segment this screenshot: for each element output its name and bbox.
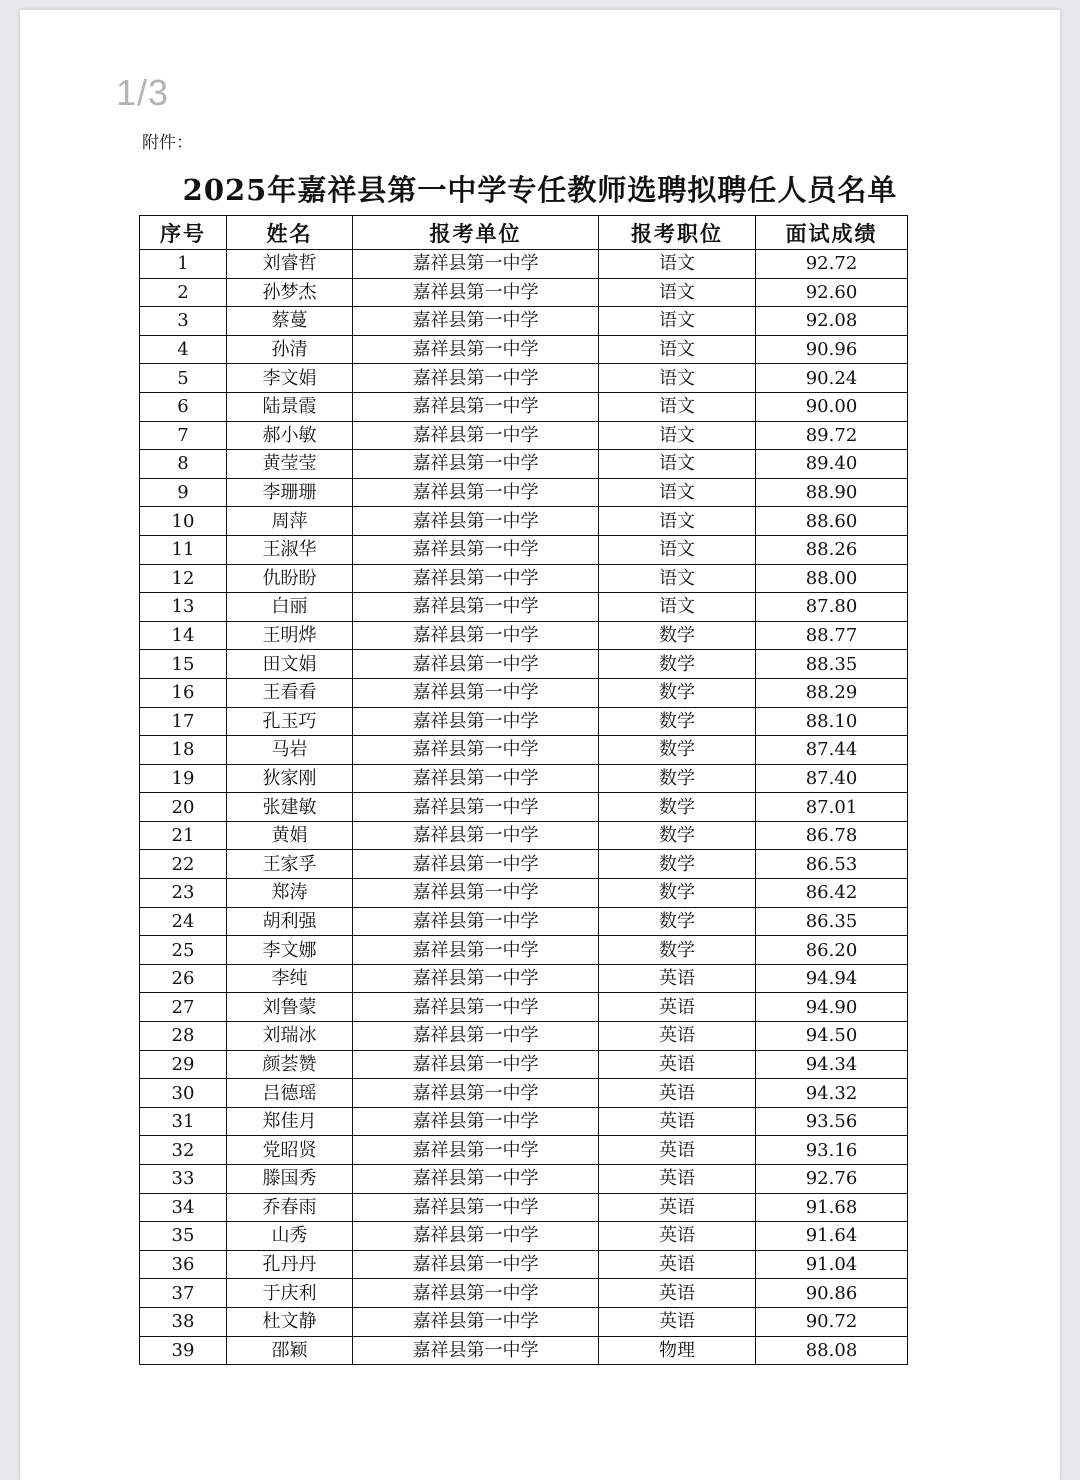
cell-unit: 嘉祥县第一中学 bbox=[353, 278, 599, 307]
cell-score: 89.40 bbox=[756, 450, 908, 479]
cell-unit: 嘉祥县第一中学 bbox=[353, 678, 599, 707]
cell-score: 92.76 bbox=[756, 1165, 908, 1194]
table-row bbox=[140, 936, 908, 965]
cell-seq: 34 bbox=[140, 1193, 227, 1222]
cell-seq: 24 bbox=[140, 907, 227, 936]
cell-seq: 15 bbox=[140, 650, 227, 679]
table-row bbox=[140, 1079, 908, 1108]
cell-name: 狄家刚 bbox=[227, 764, 353, 793]
cell-seq: 38 bbox=[140, 1307, 227, 1336]
cell-score: 90.72 bbox=[756, 1307, 908, 1336]
cell-score: 93.16 bbox=[756, 1136, 908, 1165]
cell-unit: 嘉祥县第一中学 bbox=[353, 764, 599, 793]
cell-seq: 16 bbox=[140, 678, 227, 707]
cell-position: 数学 bbox=[599, 936, 756, 965]
cell-score: 92.60 bbox=[756, 278, 908, 307]
cell-score: 94.90 bbox=[756, 993, 908, 1022]
cell-name: 李纯 bbox=[227, 964, 353, 993]
table-row bbox=[140, 821, 908, 850]
cell-seq: 36 bbox=[140, 1250, 227, 1279]
cell-score: 90.00 bbox=[756, 392, 908, 421]
cell-name: 郑涛 bbox=[227, 879, 353, 908]
table-row bbox=[140, 678, 908, 707]
cell-name: 李文娜 bbox=[227, 936, 353, 965]
cell-seq: 3 bbox=[140, 307, 227, 336]
cell-position: 数学 bbox=[599, 764, 756, 793]
table-row bbox=[140, 964, 908, 993]
cell-position: 英语 bbox=[599, 1079, 756, 1108]
table-row bbox=[140, 764, 908, 793]
table-row bbox=[140, 707, 908, 736]
cell-name: 乔春雨 bbox=[227, 1193, 353, 1222]
cell-unit: 嘉祥县第一中学 bbox=[353, 507, 599, 536]
cell-unit: 嘉祥县第一中学 bbox=[353, 1079, 599, 1108]
cell-score: 91.04 bbox=[756, 1250, 908, 1279]
table-row bbox=[140, 1250, 908, 1279]
cell-name: 邵颖 bbox=[227, 1336, 353, 1365]
cell-name: 王明烨 bbox=[227, 621, 353, 650]
cell-name: 孙梦杰 bbox=[227, 278, 353, 307]
table-row bbox=[140, 364, 908, 393]
cell-unit: 嘉祥县第一中学 bbox=[353, 707, 599, 736]
table-row bbox=[140, 793, 908, 822]
cell-unit: 嘉祥县第一中学 bbox=[353, 936, 599, 965]
cell-name: 刘睿哲 bbox=[227, 250, 353, 279]
cell-unit: 嘉祥县第一中学 bbox=[353, 1250, 599, 1279]
cell-unit: 嘉祥县第一中学 bbox=[353, 450, 599, 479]
cell-position: 英语 bbox=[599, 1107, 756, 1136]
cell-seq: 33 bbox=[140, 1165, 227, 1194]
cell-position: 语文 bbox=[599, 392, 756, 421]
cell-score: 86.35 bbox=[756, 907, 908, 936]
table-row bbox=[140, 850, 908, 879]
table-row bbox=[140, 1279, 908, 1308]
cell-position: 语文 bbox=[599, 593, 756, 622]
cell-seq: 37 bbox=[140, 1279, 227, 1308]
cell-position: 语文 bbox=[599, 478, 756, 507]
table-row bbox=[140, 650, 908, 679]
cell-name: 刘瑞冰 bbox=[227, 1022, 353, 1051]
cell-position: 数学 bbox=[599, 821, 756, 850]
cell-name: 王淑华 bbox=[227, 535, 353, 564]
cell-score: 93.56 bbox=[756, 1107, 908, 1136]
cell-seq: 35 bbox=[140, 1222, 227, 1251]
cell-unit: 嘉祥县第一中学 bbox=[353, 1050, 599, 1079]
cell-seq: 10 bbox=[140, 507, 227, 536]
cell-unit: 嘉祥县第一中学 bbox=[353, 307, 599, 336]
table-row bbox=[140, 621, 908, 650]
cell-seq: 7 bbox=[140, 421, 227, 450]
cell-seq: 30 bbox=[140, 1079, 227, 1108]
cell-name: 郑佳月 bbox=[227, 1107, 353, 1136]
cell-position: 英语 bbox=[599, 1136, 756, 1165]
cell-seq: 1 bbox=[140, 250, 227, 279]
cell-score: 87.44 bbox=[756, 736, 908, 765]
cell-name: 陆景霞 bbox=[227, 392, 353, 421]
cell-position: 数学 bbox=[599, 707, 756, 736]
cell-unit: 嘉祥县第一中学 bbox=[353, 1165, 599, 1194]
cell-score: 88.08 bbox=[756, 1336, 908, 1365]
cell-position: 英语 bbox=[599, 1307, 756, 1336]
cell-position: 英语 bbox=[599, 1022, 756, 1051]
table-row bbox=[140, 993, 908, 1022]
cell-seq: 19 bbox=[140, 764, 227, 793]
cell-name: 白丽 bbox=[227, 593, 353, 622]
cell-position: 物理 bbox=[599, 1336, 756, 1365]
table-row bbox=[140, 1193, 908, 1222]
cell-score: 91.64 bbox=[756, 1222, 908, 1251]
table-row bbox=[140, 392, 908, 421]
cell-unit: 嘉祥县第一中学 bbox=[353, 821, 599, 850]
table-row bbox=[140, 1136, 908, 1165]
cell-position: 英语 bbox=[599, 1193, 756, 1222]
cell-seq: 8 bbox=[140, 450, 227, 479]
table-row bbox=[140, 1336, 908, 1365]
table-row bbox=[140, 1107, 908, 1136]
cell-unit: 嘉祥县第一中学 bbox=[353, 1307, 599, 1336]
cell-score: 86.78 bbox=[756, 821, 908, 850]
table-row bbox=[140, 1307, 908, 1336]
cell-name: 王看看 bbox=[227, 678, 353, 707]
cell-score: 89.72 bbox=[756, 421, 908, 450]
cell-score: 94.32 bbox=[756, 1079, 908, 1108]
cell-unit: 嘉祥县第一中学 bbox=[353, 879, 599, 908]
cell-score: 94.94 bbox=[756, 964, 908, 993]
table-row bbox=[140, 564, 908, 593]
attachment-label: 附件： bbox=[142, 133, 193, 153]
table-row bbox=[140, 335, 908, 364]
cell-score: 86.20 bbox=[756, 936, 908, 965]
cell-position: 语文 bbox=[599, 535, 756, 564]
cell-name: 李珊珊 bbox=[227, 478, 353, 507]
cell-position: 语文 bbox=[599, 364, 756, 393]
cell-position: 语文 bbox=[599, 250, 756, 279]
cell-unit: 嘉祥县第一中学 bbox=[353, 736, 599, 765]
cell-score: 90.86 bbox=[756, 1279, 908, 1308]
cell-unit: 嘉祥县第一中学 bbox=[353, 1336, 599, 1365]
cell-unit: 嘉祥县第一中学 bbox=[353, 535, 599, 564]
header-seq: 序号 bbox=[140, 216, 227, 250]
cell-name: 周萍 bbox=[227, 507, 353, 536]
cell-score: 87.40 bbox=[756, 764, 908, 793]
cell-unit: 嘉祥县第一中学 bbox=[353, 964, 599, 993]
cell-seq: 31 bbox=[140, 1107, 227, 1136]
cell-score: 88.60 bbox=[756, 507, 908, 536]
cell-seq: 12 bbox=[140, 564, 227, 593]
cell-unit: 嘉祥县第一中学 bbox=[353, 650, 599, 679]
cell-seq: 9 bbox=[140, 478, 227, 507]
cell-position: 语文 bbox=[599, 335, 756, 364]
cell-unit: 嘉祥县第一中学 bbox=[353, 1136, 599, 1165]
header-name: 姓名 bbox=[227, 216, 353, 250]
table-row bbox=[140, 907, 908, 936]
cell-position: 语文 bbox=[599, 307, 756, 336]
cell-score: 86.53 bbox=[756, 850, 908, 879]
cell-unit: 嘉祥县第一中学 bbox=[353, 993, 599, 1022]
document-page bbox=[20, 10, 1060, 1480]
cell-score: 94.34 bbox=[756, 1050, 908, 1079]
cell-seq: 14 bbox=[140, 621, 227, 650]
cell-position: 数学 bbox=[599, 736, 756, 765]
cell-position: 英语 bbox=[599, 1165, 756, 1194]
cell-unit: 嘉祥县第一中学 bbox=[353, 364, 599, 393]
cell-score: 88.90 bbox=[756, 478, 908, 507]
cell-seq: 29 bbox=[140, 1050, 227, 1079]
table-row bbox=[140, 1022, 908, 1051]
cell-seq: 22 bbox=[140, 850, 227, 879]
cell-seq: 21 bbox=[140, 821, 227, 850]
cell-name: 李文娟 bbox=[227, 364, 353, 393]
cell-name: 滕国秀 bbox=[227, 1165, 353, 1194]
table-row bbox=[140, 478, 908, 507]
table-row bbox=[140, 307, 908, 336]
cell-seq: 2 bbox=[140, 278, 227, 307]
cell-score: 88.00 bbox=[756, 564, 908, 593]
cell-score: 87.80 bbox=[756, 593, 908, 622]
cell-name: 王家孚 bbox=[227, 850, 353, 879]
table-row bbox=[140, 507, 908, 536]
table-row bbox=[140, 450, 908, 479]
table-row bbox=[140, 1222, 908, 1251]
cell-seq: 28 bbox=[140, 1022, 227, 1051]
cell-score: 88.26 bbox=[756, 535, 908, 564]
cell-position: 数学 bbox=[599, 850, 756, 879]
cell-name: 张建敏 bbox=[227, 793, 353, 822]
table-header-row bbox=[140, 216, 908, 250]
cell-seq: 27 bbox=[140, 993, 227, 1022]
cell-name: 颜荟赞 bbox=[227, 1050, 353, 1079]
cell-unit: 嘉祥县第一中学 bbox=[353, 1193, 599, 1222]
cell-score: 90.24 bbox=[756, 364, 908, 393]
cell-name: 党昭贤 bbox=[227, 1136, 353, 1165]
cell-unit: 嘉祥县第一中学 bbox=[353, 421, 599, 450]
cell-position: 英语 bbox=[599, 964, 756, 993]
cell-seq: 23 bbox=[140, 879, 227, 908]
header-position: 报考职位 bbox=[599, 216, 756, 250]
cell-score: 92.72 bbox=[756, 250, 908, 279]
cell-seq: 20 bbox=[140, 793, 227, 822]
cell-position: 语文 bbox=[599, 564, 756, 593]
cell-name: 黄莹莹 bbox=[227, 450, 353, 479]
cell-position: 语文 bbox=[599, 278, 756, 307]
cell-position: 数学 bbox=[599, 621, 756, 650]
table-row bbox=[140, 593, 908, 622]
cell-seq: 25 bbox=[140, 936, 227, 965]
cell-score: 86.42 bbox=[756, 879, 908, 908]
table-row bbox=[140, 736, 908, 765]
cell-seq: 18 bbox=[140, 736, 227, 765]
cell-seq: 17 bbox=[140, 707, 227, 736]
cell-unit: 嘉祥县第一中学 bbox=[353, 392, 599, 421]
cell-seq: 32 bbox=[140, 1136, 227, 1165]
cell-position: 数学 bbox=[599, 650, 756, 679]
cell-name: 马岩 bbox=[227, 736, 353, 765]
cell-unit: 嘉祥县第一中学 bbox=[353, 850, 599, 879]
table-row bbox=[140, 250, 908, 279]
cell-name: 蔡蔓 bbox=[227, 307, 353, 336]
cell-unit: 嘉祥县第一中学 bbox=[353, 1107, 599, 1136]
cell-name: 田文娟 bbox=[227, 650, 353, 679]
cell-score: 90.96 bbox=[756, 335, 908, 364]
table-row bbox=[140, 879, 908, 908]
cell-unit: 嘉祥县第一中学 bbox=[353, 250, 599, 279]
cell-position: 英语 bbox=[599, 1279, 756, 1308]
cell-position: 英语 bbox=[599, 993, 756, 1022]
cell-unit: 嘉祥县第一中学 bbox=[353, 907, 599, 936]
page-indicator: 1/3 bbox=[116, 72, 170, 113]
cell-unit: 嘉祥县第一中学 bbox=[353, 478, 599, 507]
cell-seq: 11 bbox=[140, 535, 227, 564]
cell-name: 杜文静 bbox=[227, 1307, 353, 1336]
header-score: 面试成绩 bbox=[756, 216, 908, 250]
cell-unit: 嘉祥县第一中学 bbox=[353, 564, 599, 593]
table-row bbox=[140, 421, 908, 450]
document-title: 2025年嘉祥县第一中学专任教师选聘拟聘任人员名单 bbox=[182, 173, 898, 207]
cell-score: 91.68 bbox=[756, 1193, 908, 1222]
cell-score: 88.35 bbox=[756, 650, 908, 679]
table-row bbox=[140, 278, 908, 307]
cell-name: 黄娟 bbox=[227, 821, 353, 850]
cell-seq: 13 bbox=[140, 593, 227, 622]
table-body bbox=[140, 250, 908, 1365]
cell-score: 92.08 bbox=[756, 307, 908, 336]
cell-position: 语文 bbox=[599, 450, 756, 479]
table-row bbox=[140, 1050, 908, 1079]
cell-name: 仇盼盼 bbox=[227, 564, 353, 593]
cell-unit: 嘉祥县第一中学 bbox=[353, 1222, 599, 1251]
cell-name: 孔玉巧 bbox=[227, 707, 353, 736]
cell-position: 数学 bbox=[599, 879, 756, 908]
cell-seq: 39 bbox=[140, 1336, 227, 1365]
cell-seq: 5 bbox=[140, 364, 227, 393]
cell-position: 英语 bbox=[599, 1050, 756, 1079]
cell-unit: 嘉祥县第一中学 bbox=[353, 621, 599, 650]
cell-unit: 嘉祥县第一中学 bbox=[353, 793, 599, 822]
cell-name: 胡利强 bbox=[227, 907, 353, 936]
cell-position: 英语 bbox=[599, 1222, 756, 1251]
candidate-table bbox=[139, 215, 908, 1365]
cell-score: 88.29 bbox=[756, 678, 908, 707]
cell-score: 88.77 bbox=[756, 621, 908, 650]
cell-name: 于庆利 bbox=[227, 1279, 353, 1308]
cell-unit: 嘉祥县第一中学 bbox=[353, 1279, 599, 1308]
table-row bbox=[140, 1165, 908, 1194]
cell-score: 88.10 bbox=[756, 707, 908, 736]
cell-name: 孙清 bbox=[227, 335, 353, 364]
cell-position: 英语 bbox=[599, 1250, 756, 1279]
cell-position: 数学 bbox=[599, 678, 756, 707]
cell-seq: 6 bbox=[140, 392, 227, 421]
cell-name: 郝小敏 bbox=[227, 421, 353, 450]
cell-score: 94.50 bbox=[756, 1022, 908, 1051]
cell-position: 语文 bbox=[599, 421, 756, 450]
cell-seq: 26 bbox=[140, 964, 227, 993]
cell-name: 山秀 bbox=[227, 1222, 353, 1251]
cell-unit: 嘉祥县第一中学 bbox=[353, 335, 599, 364]
cell-unit: 嘉祥县第一中学 bbox=[353, 593, 599, 622]
cell-position: 数学 bbox=[599, 793, 756, 822]
cell-name: 吕德瑶 bbox=[227, 1079, 353, 1108]
cell-position: 数学 bbox=[599, 907, 756, 936]
cell-score: 87.01 bbox=[756, 793, 908, 822]
cell-name: 刘鲁蒙 bbox=[227, 993, 353, 1022]
cell-seq: 4 bbox=[140, 335, 227, 364]
cell-name: 孔丹丹 bbox=[227, 1250, 353, 1279]
cell-position: 语文 bbox=[599, 507, 756, 536]
header-unit: 报考单位 bbox=[353, 216, 599, 250]
table-row bbox=[140, 535, 908, 564]
cell-unit: 嘉祥县第一中学 bbox=[353, 1022, 599, 1051]
